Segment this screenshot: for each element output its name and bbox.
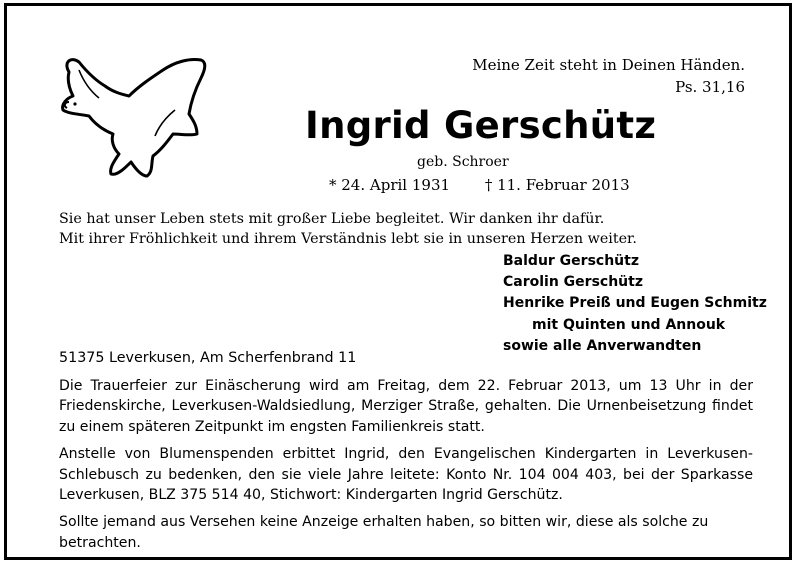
mourner: sowie alle Anverwandten [503, 337, 702, 354]
notice-body [59, 376, 753, 560]
mourner: Carolin Gerschütz [503, 274, 643, 291]
life-dates [329, 176, 630, 194]
obituary-notice [4, 3, 792, 560]
bible-verse [472, 54, 745, 98]
closing-paragraph: Sollte jemand aus Versehen keine Anzeige erhalten haben, so bitten wir, diese als solche zu betrachten. [59, 514, 709, 551]
bible-verse-reference: Ps. 31,16 [675, 78, 745, 96]
birth-date: * 24. April 1931 [329, 176, 451, 194]
funeral-paragraph: Die Trauerfeier zur Einäscherung wird am Freitag, dem 22. Februar 2013, um 13 Uhr in der Friedenskirche, Leverkusen-Waldsiedlung, Merziger Straße, gehalten. Die Urnenbeisetzung findet zu einem späteren Zeitpunkt im engsten Familienkreis statt. [59, 378, 753, 435]
death-date: † 11. Februar 2013 [484, 176, 630, 194]
mourner: Baldur Gerschütz [503, 253, 639, 269]
family-address: 51375 Leverkusen, Am Scherfenbrand 11 [59, 350, 357, 366]
mourner: mit Quinten und Annouk [532, 316, 726, 333]
dove-icon [55, 50, 215, 182]
tribute-text [59, 209, 637, 249]
mourners-list [503, 251, 767, 357]
bible-verse-text: Meine Zeit steht in Deinen Händen. [472, 56, 745, 74]
maiden-name: geb. Schroer [417, 154, 509, 170]
donation-paragraph: Anstelle von Blumenspenden erbittet Ingrid, den Evangelischen Kindergarten in Leverkusen-Schlebusch zu bedenken, den sie viele Jahre leitete: Konto Nr. 104 004 403, bei der Sparkasse Leverkusen, BLZ 375 514 40, Stichwort: Kindergarten Ingrid Gerschütz. [59, 446, 753, 504]
tribute-line: Mit ihrer Fröhlichkeit und ihrem Verständnis lebt sie in unseren Herzen weiter. [59, 231, 637, 247]
mourner: Henrike Preiß und Eugen Schmitz [503, 295, 767, 312]
deceased-name: Ingrid Gerschütz [305, 104, 657, 147]
tribute-line: Sie hat unser Leben stets mit großer Liebe begleitet. Wir danken ihr dafür. [59, 211, 605, 227]
